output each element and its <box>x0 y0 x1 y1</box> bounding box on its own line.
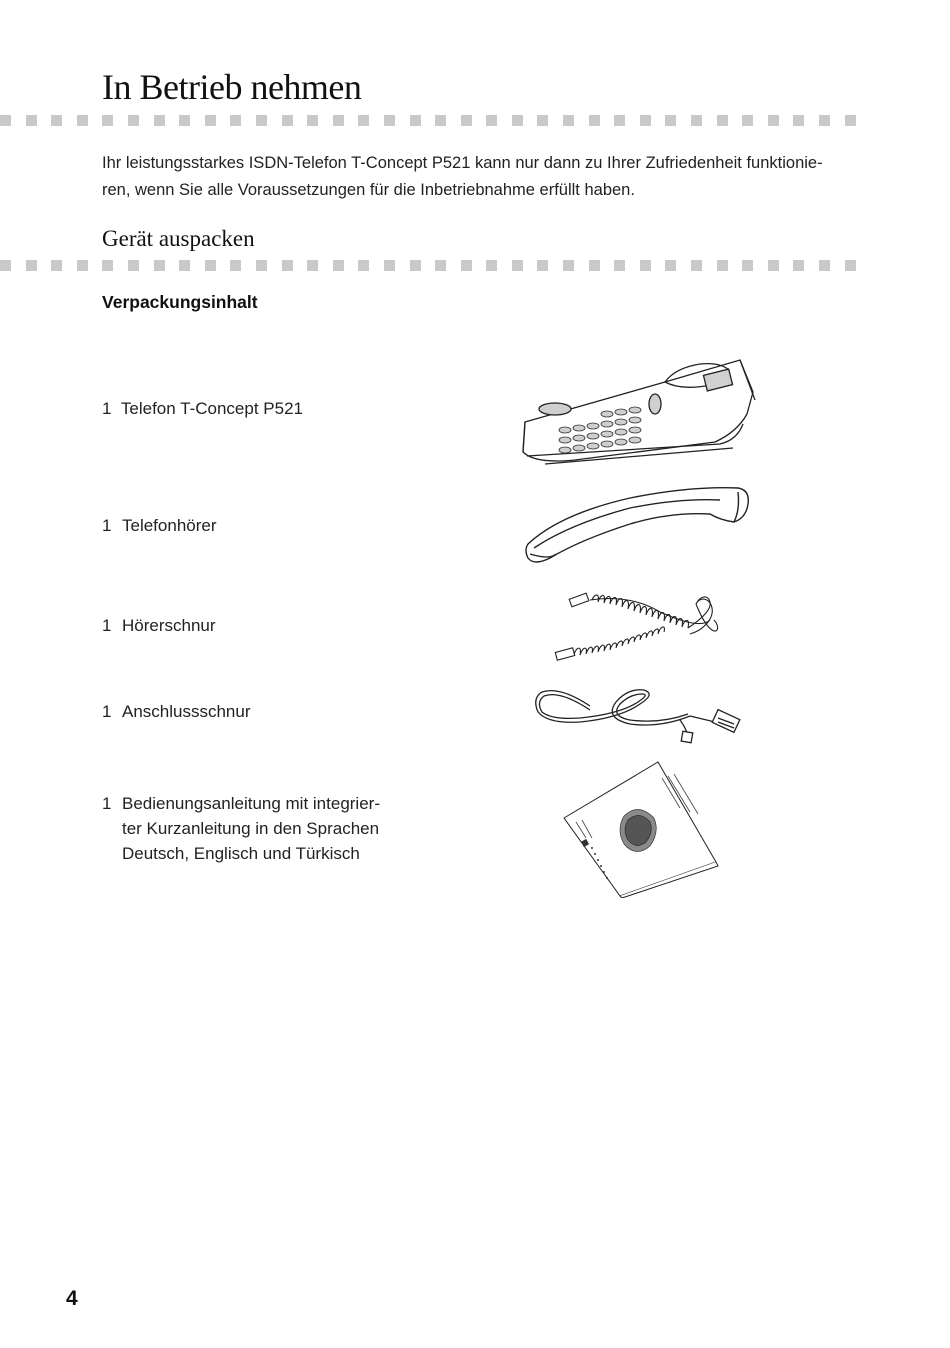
list-item <box>102 613 216 638</box>
rule-dot <box>614 115 625 126</box>
rule-dot <box>230 260 241 271</box>
rule-dot <box>307 115 318 126</box>
rule-dot <box>333 260 344 271</box>
item-label-line: Deutsch, Englisch und Türkisch <box>122 844 360 863</box>
rule-dot <box>742 260 753 271</box>
rule-dot <box>51 115 62 126</box>
item-label: Hörerschnur <box>122 616 216 635</box>
rule-dot <box>537 260 548 271</box>
intro-line: ren, wenn Sie alle Voraussetzungen für die Inbetriebnahme erfüllt haben. <box>102 181 635 199</box>
intro-line: Ihr leistungsstarkes ISDN-Telefon T-Concept P521 kann nur dann zu Ihrer Zufriedenheit funktionie- <box>102 154 823 172</box>
rule-dot <box>77 260 88 271</box>
rule-dot <box>768 115 779 126</box>
rule-dot <box>410 115 421 126</box>
rule-dot <box>589 115 600 126</box>
rule-dot <box>26 115 37 126</box>
rule-dot <box>384 260 395 271</box>
rule-dot <box>793 115 804 126</box>
rule-dot <box>154 115 165 126</box>
item-label-line: ter Kurzanleitung in den Sprachen <box>122 819 380 838</box>
rule-dot <box>768 260 779 271</box>
rule-dot <box>537 115 548 126</box>
rule-dot <box>26 260 37 271</box>
page-title: In Betrieb nehmen <box>102 67 362 107</box>
item-label-line: Bedienungsanleitung mit integrier- <box>122 794 380 813</box>
rule-dot <box>461 115 472 126</box>
rule-dot <box>256 260 267 271</box>
rule-dot <box>102 260 113 271</box>
rule-dot <box>563 115 574 126</box>
rule-dot <box>461 260 472 271</box>
section-title: Gerät auspacken <box>102 226 255 251</box>
rule-dot <box>358 115 369 126</box>
rule-dot <box>384 115 395 126</box>
rule-dot <box>0 115 11 126</box>
dotted-rule-section <box>0 260 870 272</box>
rule-dot <box>256 115 267 126</box>
rule-dot <box>614 260 625 271</box>
rule-dot <box>665 260 676 271</box>
rule-dot <box>691 260 702 271</box>
rule-dot <box>665 115 676 126</box>
rule-dot <box>102 115 113 126</box>
rule-dot <box>819 115 830 126</box>
rule-dot <box>640 115 651 126</box>
rule-dot <box>128 115 139 126</box>
coiled-cord-illustration <box>550 590 725 665</box>
rule-dot <box>358 260 369 271</box>
item-quantity: 1 <box>102 702 112 721</box>
section-subtitle: Verpackungsinhalt <box>102 292 258 312</box>
rule-dot <box>435 115 446 126</box>
rule-dot <box>128 260 139 271</box>
rule-dot <box>179 260 190 271</box>
rule-dot <box>77 115 88 126</box>
rule-dot <box>691 115 702 126</box>
item-quantity: 1 <box>102 616 112 635</box>
handset-illustration <box>520 484 755 569</box>
list-item <box>102 791 380 866</box>
rule-dot <box>435 260 446 271</box>
list-item <box>102 699 251 724</box>
item-label: Telefonhörer <box>122 516 217 535</box>
rule-dot <box>0 260 11 271</box>
rule-dot <box>589 260 600 271</box>
rule-dot <box>307 260 318 271</box>
item-quantity: 1 <box>102 399 112 418</box>
rule-dot <box>512 115 523 126</box>
rule-dot <box>51 260 62 271</box>
item-label: Anschlussschnur <box>122 702 251 721</box>
rule-dot <box>282 260 293 271</box>
rule-dot <box>845 115 856 126</box>
rule-dot <box>205 260 216 271</box>
page-number: 4 <box>66 1287 78 1310</box>
rule-dot <box>819 260 830 271</box>
item-quantity: 1 <box>102 794 112 813</box>
rule-dot <box>486 115 497 126</box>
intro-paragraph <box>102 150 872 204</box>
rule-dot <box>205 115 216 126</box>
rule-dot <box>179 115 190 126</box>
rule-dot <box>742 115 753 126</box>
rule-dot <box>410 260 421 271</box>
item-label: Telefon T-Concept P521 <box>120 399 303 418</box>
rule-dot <box>333 115 344 126</box>
rule-dot <box>793 260 804 271</box>
rule-dot <box>512 260 523 271</box>
rule-dot <box>640 260 651 271</box>
telephone-base-illustration <box>515 352 775 470</box>
rule-dot <box>717 115 728 126</box>
rule-dot <box>845 260 856 271</box>
item-quantity: 1 <box>102 516 112 535</box>
rule-dot <box>282 115 293 126</box>
rule-dot <box>230 115 241 126</box>
list-item <box>102 396 303 421</box>
rule-dot <box>563 260 574 271</box>
dotted-rule-top <box>0 115 870 127</box>
connection-cable-illustration <box>530 684 750 746</box>
rule-dot <box>486 260 497 271</box>
rule-dot <box>717 260 728 271</box>
manual-booklet-illustration <box>558 758 723 898</box>
list-item <box>102 513 217 538</box>
rule-dot <box>154 260 165 271</box>
